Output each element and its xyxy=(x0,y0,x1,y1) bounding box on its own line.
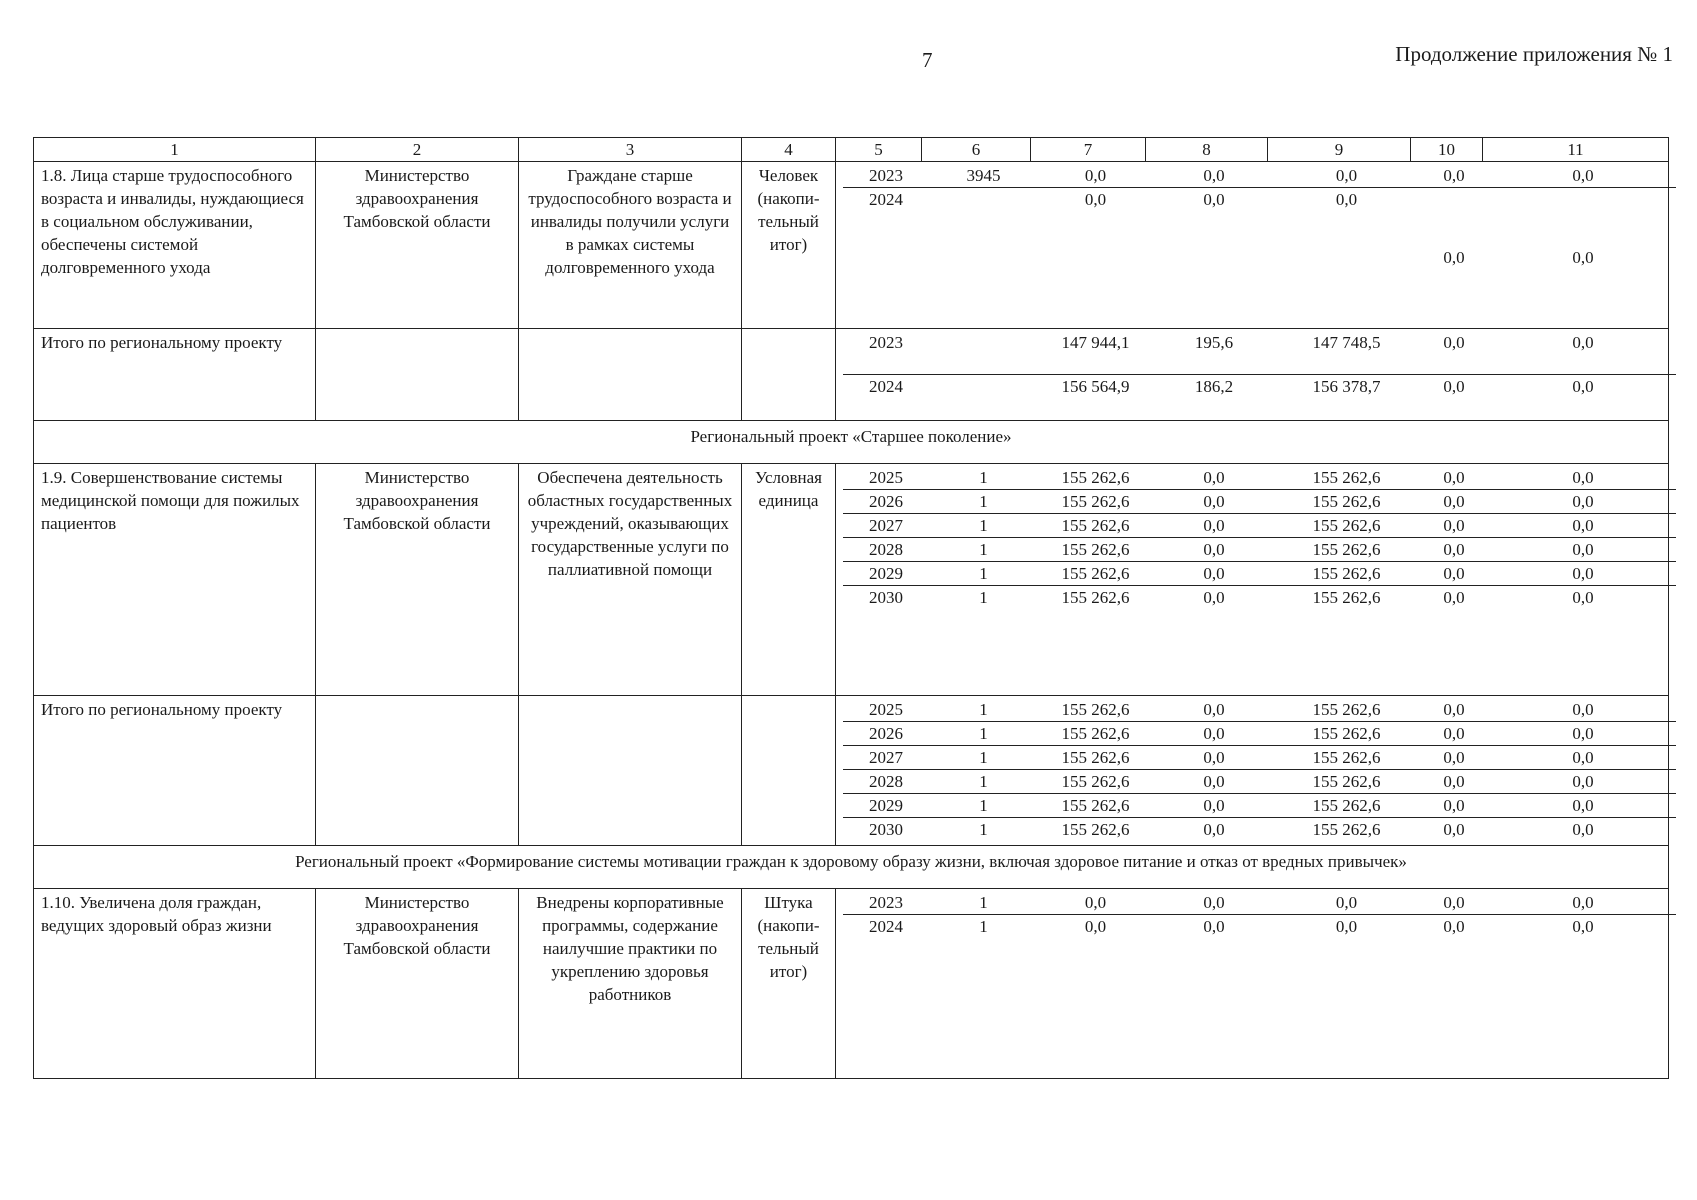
value-cell: 0,0 xyxy=(1418,770,1490,794)
table-row xyxy=(34,889,1669,1079)
result-description: Внедрены корпоративные программы, содержание наилучшие практики по укреплению здоровья работников xyxy=(519,889,742,1079)
project-heading-row xyxy=(34,846,1669,889)
value-cell: 155 262,6 xyxy=(1275,746,1418,770)
value-cell: 155 262,6 xyxy=(1038,466,1153,490)
project-heading-row xyxy=(34,421,1669,464)
value-cell: 1 xyxy=(979,588,988,607)
value-cell: 1 xyxy=(929,562,1038,586)
year-values xyxy=(836,464,1669,696)
continuation-heading: Продолжение приложения № 1 xyxy=(1395,42,1673,66)
project-heading: Региональный проект «Старшее поколение» xyxy=(34,421,1669,464)
value-cell: 0,0 xyxy=(1443,917,1465,936)
value-cell xyxy=(929,331,1038,375)
value-cell: 0,0 xyxy=(1418,794,1490,818)
value-cell: 0,0 xyxy=(1038,164,1153,188)
value-cell: 0,0 xyxy=(1335,190,1358,209)
value-cell xyxy=(929,375,1038,419)
year-cell: 2029 xyxy=(843,794,929,818)
year-cell: 2023 xyxy=(843,331,929,375)
value-cell: 0,0 xyxy=(1443,588,1465,607)
year-cell: 2024 xyxy=(869,377,903,396)
value-cell: 186,2 xyxy=(1194,377,1234,396)
value-cell: 0,0 xyxy=(1490,770,1676,794)
value-cell: 155 262,6 xyxy=(1275,466,1418,490)
value-cell: 0,0 xyxy=(1443,377,1465,396)
value-cell: 0,0 xyxy=(1418,538,1490,562)
value-cell: 156 564,9 xyxy=(1061,377,1130,396)
value-cell: 155 262,6 xyxy=(1275,770,1418,794)
value-cell: 0,0 xyxy=(1572,247,1594,267)
value-cell: 0,0 xyxy=(1038,891,1153,915)
value-cell: 0,0 xyxy=(1490,891,1676,915)
value-cell: 0,0 xyxy=(1418,164,1490,188)
value-cell: 1 xyxy=(929,770,1038,794)
value-cell: 155 262,6 xyxy=(1275,562,1418,586)
value-cell: 3945 xyxy=(929,164,1038,188)
value-cell: 0,0 xyxy=(1203,917,1225,936)
value-cell: 0,0 xyxy=(1490,746,1676,770)
value-cell: 155 262,6 xyxy=(1038,514,1153,538)
column-number: 3 xyxy=(519,138,742,162)
year-cell: 2025 xyxy=(843,466,929,490)
value-cell: 0,0 xyxy=(1153,490,1275,514)
value-cell: 155 262,6 xyxy=(1312,588,1381,607)
table-row xyxy=(34,162,1669,329)
value-cell: 155 262,6 xyxy=(1038,562,1153,586)
value-cell: 0,0 xyxy=(1153,164,1275,188)
year-cell: 2030 xyxy=(869,820,903,839)
value-cell: 0,0 xyxy=(1275,891,1418,915)
value-cell: 155 262,6 xyxy=(1038,746,1153,770)
indicator-name: 1.9. Совершенствование системы медицинской помощи для пожилых пациентов xyxy=(34,464,316,696)
year-cell: 2028 xyxy=(843,770,929,794)
value-cell: 155 262,6 xyxy=(1038,770,1153,794)
value-cell: 1 xyxy=(929,466,1038,490)
value-cell: 155 262,6 xyxy=(1061,588,1130,607)
value-cell: 0,0 xyxy=(1418,466,1490,490)
value-cell: 155 262,6 xyxy=(1275,698,1418,722)
column-number: 5 xyxy=(836,138,922,162)
column-number: 8 xyxy=(1146,138,1268,162)
value-cell: 155 262,6 xyxy=(1038,538,1153,562)
column-number: 10 xyxy=(1411,138,1483,162)
value-cell: 1 xyxy=(929,794,1038,818)
value-cell: 0,0 xyxy=(1418,891,1490,915)
year-cell: 2024 xyxy=(869,190,903,209)
value-cell: 0,0 xyxy=(1572,917,1594,936)
value-cell: 155 262,6 xyxy=(1038,794,1153,818)
value-cell: 155 262,6 xyxy=(1038,698,1153,722)
value-cell: 0,0 xyxy=(1490,794,1676,818)
value-cell: 1 xyxy=(929,514,1038,538)
value-cell: 0,0 xyxy=(1153,538,1275,562)
page-number: 7 xyxy=(922,48,933,72)
project-heading: Региональный проект «Формирование системы мотивации граждан к здоровому образу жизни, включая здоровое питание и отказ от вредных привычек» xyxy=(34,846,1669,889)
value-cell: 0,0 xyxy=(1418,746,1490,770)
value-cell: 0,0 xyxy=(1490,514,1676,538)
year-cell: 2023 xyxy=(843,891,929,915)
value-cell: 0,0 xyxy=(1153,466,1275,490)
year-values xyxy=(836,889,1669,1079)
year-values xyxy=(836,696,1669,846)
value-cell: 0,0 xyxy=(1335,917,1358,936)
indicators-table xyxy=(33,137,1669,1079)
value-cell: 0,0 xyxy=(1203,190,1225,209)
value-cell: 195,6 xyxy=(1153,331,1275,375)
responsible-executor: Министерство здравоохранения Тамбовской области xyxy=(316,464,519,696)
value-cell: 0,0 xyxy=(1490,538,1676,562)
table-row xyxy=(34,696,1669,846)
indicator-name: Итого по региональному проекту xyxy=(34,329,316,421)
value-cell: 0,0 xyxy=(1418,722,1490,746)
year-values xyxy=(836,329,1669,421)
value-cell: 1 xyxy=(929,490,1038,514)
year-cell: 2029 xyxy=(843,562,929,586)
value-cell: 155 262,6 xyxy=(1312,820,1381,839)
unit-of-measure: Человек (накопи-тельный итог) xyxy=(742,162,836,329)
indicator-name: 1.8. Лица старше трудоспособного возраста и инвалиды, нуждающиеся в социальном обслуживании, обеспечены системой долговременного ухода xyxy=(34,162,316,329)
unit-of-measure: Условная единица xyxy=(742,464,836,696)
value-cell: 0,0 xyxy=(1153,722,1275,746)
year-values xyxy=(836,162,1669,329)
column-number: 2 xyxy=(316,138,519,162)
value-cell: 0,0 xyxy=(1153,514,1275,538)
value-cell: 0,0 xyxy=(1490,722,1676,746)
year-cell: 2027 xyxy=(843,746,929,770)
value-cell: 147 944,1 xyxy=(1038,331,1153,375)
value-cell: 0,0 xyxy=(1153,794,1275,818)
value-cell: 0,0 xyxy=(1490,490,1676,514)
value-cell: 0,0 xyxy=(1490,331,1676,375)
value-cell: 0,0 xyxy=(1490,562,1676,586)
year-cell: 2023 xyxy=(843,164,929,188)
result-description: Обеспечена деятельность областных государственных учреждений, оказывающих государственные услуги по паллиативной помощи xyxy=(519,464,742,696)
column-number: 4 xyxy=(742,138,836,162)
year-cell: 2028 xyxy=(843,538,929,562)
value-cell: 0,0 xyxy=(1572,588,1594,607)
value-cell: 0,0 xyxy=(1275,164,1418,188)
column-number: 9 xyxy=(1268,138,1411,162)
value-cell: 0,0 xyxy=(1443,247,1465,267)
year-cell: 2025 xyxy=(843,698,929,722)
value-cell: 0,0 xyxy=(1418,490,1490,514)
value-cell: 155 262,6 xyxy=(1275,538,1418,562)
result-description: Граждане старше трудоспособного возраста и инвалиды получили услуги в рамках системы долговременного ухода xyxy=(519,162,742,329)
value-cell: 0,0 xyxy=(1153,562,1275,586)
year-cell: 2024 xyxy=(869,917,903,936)
value-cell: 0,0 xyxy=(1084,190,1107,209)
value-cell: 0,0 xyxy=(1490,466,1676,490)
value-cell: 155 262,6 xyxy=(1038,490,1153,514)
value-cell: 0,0 xyxy=(1572,820,1594,839)
value-cell: 0,0 xyxy=(1490,164,1676,188)
value-cell: 155 262,6 xyxy=(1038,722,1153,746)
value-cell: 1 xyxy=(929,538,1038,562)
value-cell: 0,0 xyxy=(1153,746,1275,770)
value-cell: 0,0 xyxy=(1153,698,1275,722)
responsible-executor: Министерство здравоохранения Тамбовской области xyxy=(316,889,519,1079)
value-cell: 0,0 xyxy=(1153,891,1275,915)
value-cell: 1 xyxy=(979,917,988,936)
value-cell: 0,0 xyxy=(1418,331,1490,375)
value-cell: 0,0 xyxy=(1203,820,1225,839)
value-cell: 1 xyxy=(929,746,1038,770)
value-cell: 0,0 xyxy=(1203,588,1225,607)
year-cell: 2026 xyxy=(843,722,929,746)
value-cell xyxy=(929,188,1038,327)
value-cell: 155 262,6 xyxy=(1275,794,1418,818)
indicator-name: Итого по региональному проекту xyxy=(34,696,316,846)
value-cell: 147 748,5 xyxy=(1275,331,1418,375)
value-cell: 1 xyxy=(929,698,1038,722)
year-cell: 2027 xyxy=(843,514,929,538)
value-cell: 0,0 xyxy=(1418,514,1490,538)
value-cell: 155 262,6 xyxy=(1275,722,1418,746)
value-cell: 1 xyxy=(979,820,988,839)
value-cell: 1 xyxy=(929,722,1038,746)
column-number-row xyxy=(34,138,1669,162)
column-number: 7 xyxy=(1031,138,1146,162)
column-number: 6 xyxy=(922,138,1031,162)
table-row xyxy=(34,329,1669,421)
value-cell: 0,0 xyxy=(1418,698,1490,722)
responsible-executor: Министерство здравоохранения Тамбовской области xyxy=(316,162,519,329)
year-cell: 2026 xyxy=(843,490,929,514)
value-cell: 0,0 xyxy=(1153,770,1275,794)
column-number: 1 xyxy=(34,138,316,162)
value-cell: 0,0 xyxy=(1572,377,1594,396)
value-cell: 156 378,7 xyxy=(1312,377,1381,396)
unit-of-measure: Штука (накопи-тельный итог) xyxy=(742,889,836,1079)
value-cell: 0,0 xyxy=(1084,917,1107,936)
column-number: 11 xyxy=(1483,138,1669,162)
value-cell: 0,0 xyxy=(1418,562,1490,586)
indicator-name: 1.10. Увеличена доля граждан, ведущих здоровый образ жизни xyxy=(34,889,316,1079)
value-cell: 0,0 xyxy=(1490,698,1676,722)
value-cell: 1 xyxy=(929,891,1038,915)
value-cell: 155 262,6 xyxy=(1061,820,1130,839)
value-cell: 0,0 xyxy=(1443,820,1465,839)
table-row xyxy=(34,464,1669,696)
value-cell: 155 262,6 xyxy=(1275,514,1418,538)
value-cell: 155 262,6 xyxy=(1275,490,1418,514)
year-cell: 2030 xyxy=(869,588,903,607)
